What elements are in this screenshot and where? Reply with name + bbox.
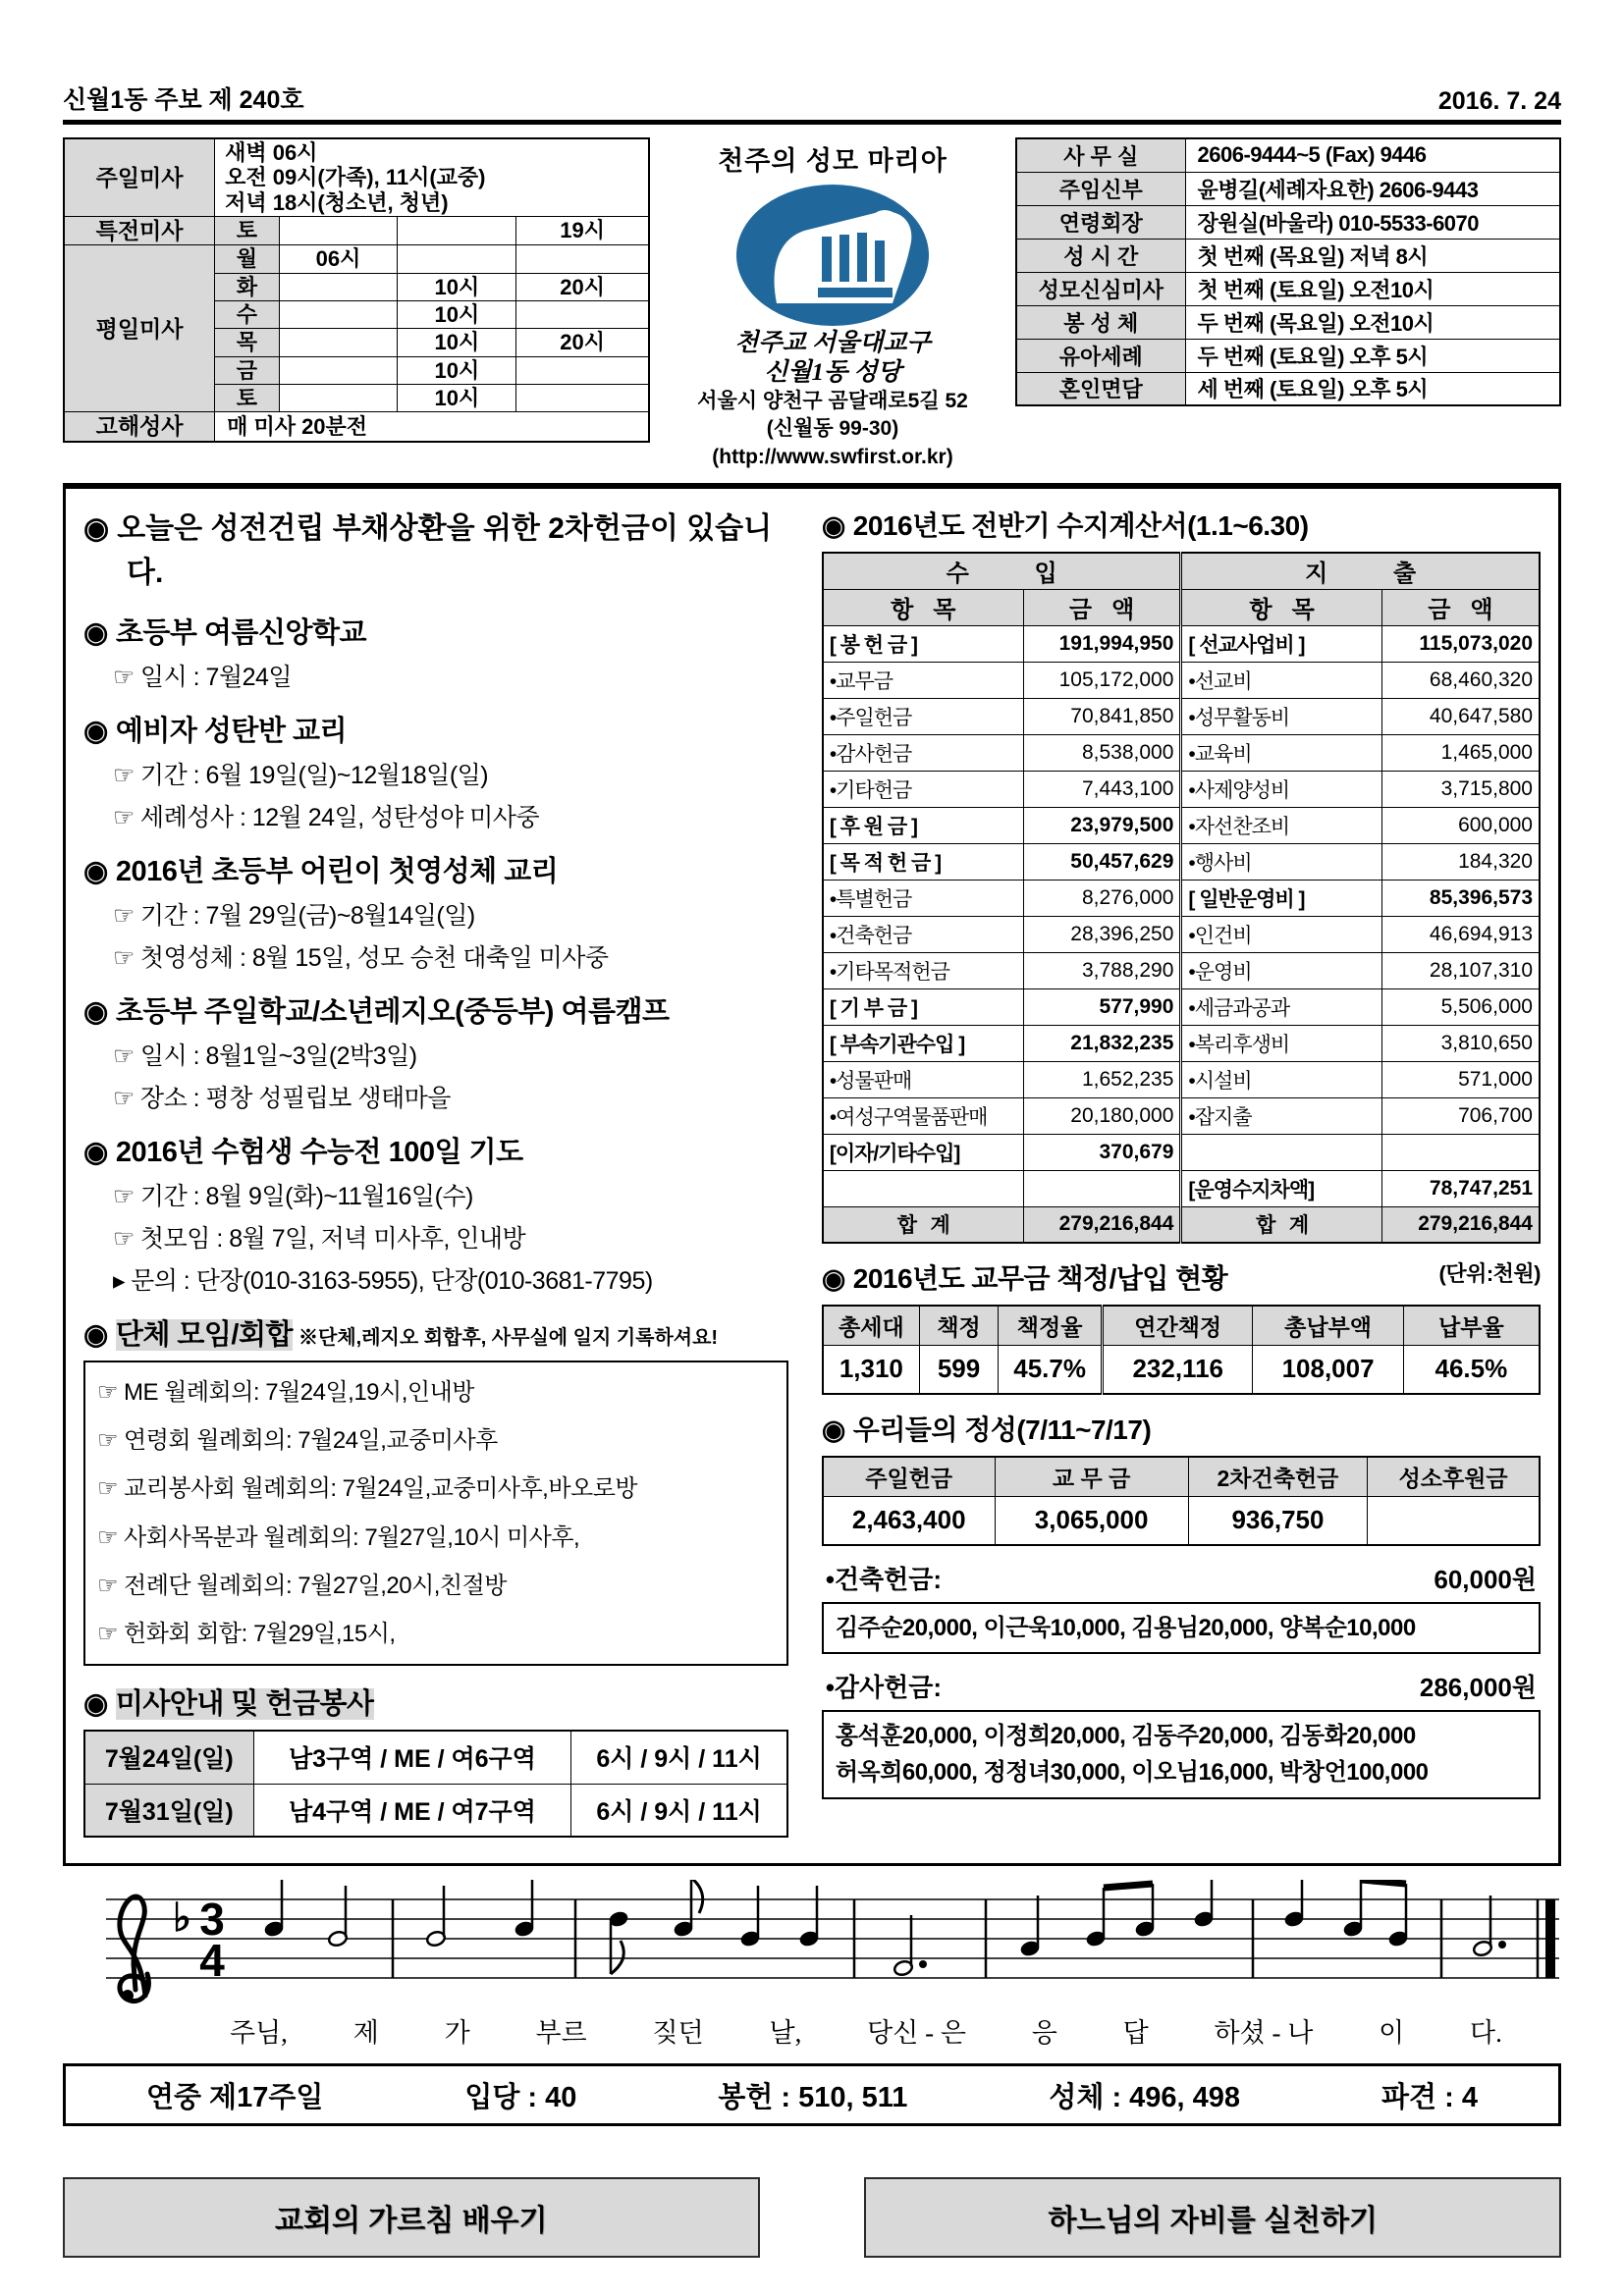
contact-label: 주임신부: [1016, 172, 1185, 205]
finance-row: [823, 1206, 1540, 1243]
income-item: [ 기 부 금 ]: [823, 988, 1023, 1025]
service-times: 6시 / 9시 / 11시: [571, 1731, 787, 1784]
thanks-donor-box: [822, 1710, 1541, 1798]
bullet-icon: ◉: [83, 617, 108, 650]
expense-amount: 78,747,251: [1381, 1170, 1540, 1206]
offering-header-row: 주일헌금 교 무 금 2차건축헌금 성소후원금: [823, 1457, 1540, 1496]
pointing-hand-icon: ☞: [113, 1225, 135, 1254]
finance-column: [822, 505, 1541, 1853]
expense-item: •잡지출: [1181, 1097, 1381, 1134]
income-amount: 105,172,000: [1023, 662, 1181, 698]
bullet-icon: ◉: [83, 1688, 108, 1721]
contact-label: 연령회장: [1016, 205, 1185, 239]
contact-value: 장원실(바울라) 010-5533-6070: [1185, 205, 1560, 239]
finance-header-row: [823, 553, 1540, 589]
lyric-syllable: 이: [1379, 2018, 1405, 2049]
mass-service-table: [83, 1730, 788, 1838]
group-meetings-section: [83, 1312, 788, 1666]
lyric-syllable: 부르: [535, 2018, 587, 2049]
church-address: 서울시 양천구 곰달래로5길 52: [697, 390, 968, 412]
income-amount: 28,396,250: [1023, 916, 1181, 952]
income-amount: 370,679: [1023, 1134, 1181, 1170]
income-amount: 23,979,500: [1023, 807, 1181, 843]
expense-amount: 600,000: [1381, 807, 1540, 843]
pointing-hand-icon: ☞: [97, 1427, 119, 1455]
pointing-hand-icon: ☞: [113, 762, 135, 790]
contact-row: [1016, 372, 1560, 405]
expense-item: •시설비: [1181, 1061, 1381, 1097]
finance-row: [823, 1170, 1540, 1206]
vigil-day: 토: [215, 216, 280, 244]
expense-header: 지 출: [1181, 553, 1540, 589]
finance-row: [823, 952, 1540, 988]
income-item: 합 계: [823, 1206, 1023, 1243]
contact-label: 사 무 실: [1016, 138, 1185, 172]
bullet-icon: ◉: [83, 856, 108, 888]
bullet-icon: ◉: [821, 1415, 845, 1446]
lyric-syllable: 주님,: [230, 2018, 288, 2049]
announcement-text: 오늘은 성전건립 부채상환을 위한 2차헌금이 있습니다.: [117, 512, 773, 590]
finance-row: [823, 1025, 1540, 1061]
income-item: •기타목적헌금: [823, 952, 1023, 988]
pointing-hand-icon: ☞: [113, 1042, 135, 1071]
bottom-banners: [63, 2177, 1561, 2258]
expense-amount: 1,465,000: [1381, 734, 1540, 771]
treble-clef-icon: [120, 1896, 149, 2002]
offering-table: [822, 1456, 1541, 1546]
time-signature-top: 3: [199, 1894, 225, 1946]
mass-guide-section: [83, 1682, 788, 1838]
income-amount: 20,180,000: [1023, 1097, 1181, 1134]
finance-row: [823, 843, 1540, 880]
expense-item: •세금과공과: [1181, 988, 1381, 1025]
time-signature-bottom: 4: [199, 1935, 225, 1987]
bullet-icon: ◉: [83, 716, 108, 748]
lyric-syllable: 짖던: [652, 2018, 704, 2049]
income-item: •기타헌금: [823, 771, 1023, 807]
income-item: [ 부속기관수입 ]: [823, 1025, 1023, 1061]
meeting-text: 사회사목분과 월례회의: 7월27일,10시 미사후,: [124, 1523, 580, 1551]
expense-item: [ 선교사업비 ]: [1181, 625, 1381, 662]
expense-item: [1181, 1134, 1381, 1170]
announcement-detail: 문의 : 단장(010-3163-5955), 단장(010-3681-7795): [131, 1267, 653, 1296]
contact-row: [1016, 305, 1560, 339]
thanks-donation-row: [826, 1668, 1537, 1704]
vigil-mass-row: [64, 216, 649, 244]
confession-label: 고해성사: [64, 412, 215, 442]
announcement-detail: 일시 : 7월24일: [139, 664, 293, 692]
income-item: [이자/기타수입]: [823, 1134, 1023, 1170]
item-col-header: 항 목: [823, 589, 1023, 625]
announcement-catechumen-class: [83, 709, 788, 833]
pointing-hand-icon: ☞: [97, 1523, 119, 1551]
finance-row: [823, 625, 1540, 662]
announcement-detail: 첫모임 : 8월 7일, 저녁 미사후, 인내방: [139, 1225, 526, 1254]
building-donation-amount: 60,000원: [1434, 1565, 1537, 1595]
liturgy-info-bar: [63, 2063, 1561, 2126]
meeting-line: [97, 1562, 775, 1610]
church-address-old: (신월동 99-30): [766, 417, 899, 441]
finance-row: [823, 988, 1540, 1025]
expense-amount: 3,715,800: [1381, 771, 1540, 807]
expense-amount: 40,647,580: [1381, 698, 1540, 734]
expense-amount: 3,810,650: [1381, 1025, 1540, 1061]
bullet-icon: ◉: [83, 996, 108, 1029]
contact-row: [1016, 172, 1560, 205]
sunday-time-3: 저녁 18시(청소년, 청년): [225, 189, 449, 215]
expense-item: •선교비: [1181, 662, 1381, 698]
expense-amount: 46,694,913: [1381, 916, 1540, 952]
church-motto: 천주의 성모 마리아: [718, 146, 947, 176]
sunday-time-2: 오전 09시(가족), 11시(교중): [225, 165, 486, 190]
vigil-time: 19시: [516, 216, 649, 244]
lyric-syllable: 가: [444, 2018, 470, 2049]
page-header: [63, 80, 1561, 125]
contact-row: [1016, 239, 1560, 272]
contact-label: 혼인면담: [1016, 372, 1185, 405]
announcement-detail: 기간 : 7월 29일(금)~8월14일(일): [139, 902, 475, 931]
weekday-row: 금 10시: [64, 356, 649, 384]
contact-label: 봉 성 체: [1016, 305, 1185, 339]
contact-row: [1016, 272, 1560, 305]
pledge-header-row: 총세대 책정 책정율 연간책정 총납부액 납부율: [823, 1306, 1540, 1345]
income-amount: 8,276,000: [1023, 880, 1181, 916]
bullet-icon: ◉: [821, 1263, 845, 1295]
finance-row: [823, 771, 1540, 807]
item-col-header: 항 목: [1181, 589, 1381, 625]
building-donation-label: •건축헌금:: [825, 1565, 943, 1595]
confession-time: 매 미사 20분전: [215, 412, 649, 442]
lyric-syllable: 하셨 - 나: [1214, 2018, 1314, 2049]
service-row: [84, 1731, 787, 1784]
finance-row: [823, 734, 1540, 771]
announcement-title: 2016년 초등부 어린이 첫영성체 교리: [115, 856, 559, 888]
contact-table: [1015, 137, 1561, 406]
offering-value-row: 2,463,400 3,065,000 936,750: [823, 1496, 1540, 1545]
income-amount: 279,216,844: [1023, 1206, 1181, 1243]
expense-item: •복리후생비: [1181, 1025, 1381, 1061]
confession-row: [64, 412, 649, 442]
announcement-detail: 첫영성체 : 8월 15일, 성모 승천 대축일 미사중: [139, 944, 609, 973]
announcement-detail: 기간 : 8월 9일(화)~11월16일(수): [139, 1183, 473, 1211]
lyric-syllable: 답: [1122, 2018, 1149, 2049]
hymn-section: [63, 1880, 1561, 2050]
meeting-line: [97, 1514, 775, 1562]
announcements-column: [83, 505, 788, 1853]
church-logo: [731, 182, 934, 329]
income-amount: 191,994,950: [1023, 625, 1181, 662]
sunday-mass-times: [215, 138, 649, 216]
contact-label: 성모신심미사: [1016, 272, 1185, 305]
meeting-line: [97, 1465, 775, 1513]
announcement-100day-prayer: [83, 1130, 788, 1297]
contact-value: 첫 번째 (목요일) 저녁 8시: [1185, 239, 1560, 272]
income-item: •주일헌금: [823, 698, 1023, 734]
expense-amount: 28,107,310: [1381, 952, 1540, 988]
finance-row: [823, 1097, 1540, 1134]
service-row: [84, 1784, 787, 1837]
lyric-syllable: 응: [1031, 2018, 1057, 2049]
expense-amount: 184,320: [1381, 843, 1540, 880]
expense-item: •사제양성비: [1181, 771, 1381, 807]
finance-row: [823, 698, 1540, 734]
announcement-title: 초등부 여름신앙학교: [115, 617, 366, 650]
finance-row: [823, 807, 1540, 843]
income-item: •특별헌금: [823, 880, 1023, 916]
pointing-hand-icon: ☞: [97, 1379, 119, 1407]
meeting-text: ME 월례회의: 7월24일,19시,인내방: [124, 1379, 474, 1407]
announcement-first-communion: [83, 849, 788, 974]
bullet-icon: ◉: [821, 510, 845, 542]
finance-subheader-row: [823, 589, 1540, 625]
vigil-mass-label: 특전미사: [64, 216, 215, 244]
expense-amount: 571,000: [1381, 1061, 1540, 1097]
contact-label: 유아세례: [1016, 339, 1185, 372]
announcement-title: 초등부 주일학교/소년레지오(중등부) 여름캠프: [115, 996, 670, 1029]
announcement-title: 예비자 성탄반 교리: [115, 716, 348, 748]
announcement-detail: 세례성사 : 12월 24일, 성탄성야 미사중: [139, 804, 540, 832]
thanks-donor-names: 허옥희60,000, 정정녀30,000, 이오님16,000, 박창언100,000: [835, 1759, 1429, 1787]
liturgy-info-item: 파견 : 4: [1381, 2081, 1478, 2113]
announcement-title: 2016년 수험생 수능전 100일 기도: [115, 1137, 523, 1169]
sunday-time-1: 새벽 06시: [225, 140, 318, 165]
bullet-icon: ◉: [83, 1137, 108, 1169]
weekday-row: 목 10시 20시: [64, 329, 649, 356]
hymn-lyrics: [63, 2011, 1561, 2050]
announcement-detail: 장소 : 평창 성필립보 생태마을: [139, 1085, 451, 1113]
amount-col-header: 금 액: [1381, 589, 1540, 625]
main-content-box: [63, 483, 1561, 1866]
income-amount: 1,652,235: [1023, 1061, 1181, 1097]
contact-value: 세 번째 (토요일) 오후 5시: [1185, 372, 1560, 405]
expense-amount: [1381, 1134, 1540, 1170]
flat-sign: ♭: [173, 1896, 191, 1941]
pointing-hand-icon: ☞: [113, 804, 135, 832]
contact-value: 첫 번째 (토요일) 오전10시: [1185, 272, 1560, 305]
meeting-text: 헌화회 회합: 7월29일,15시,: [124, 1620, 396, 1647]
pointing-hand-icon: ☞: [97, 1475, 119, 1503]
bullet-icon: ◉: [83, 512, 110, 546]
income-item: [ 목 적 헌 금 ]: [823, 843, 1023, 880]
meeting-line: [97, 1368, 775, 1416]
pledge-title: (단위:천원) ◉ 2016년도 교무금 책정/납입 현황: [822, 1257, 1541, 1297]
income-item: •감사헌금: [823, 734, 1023, 771]
finance-row: [823, 662, 1540, 698]
income-amount: 3,788,290: [1023, 952, 1181, 988]
income-item: •건축헌금: [823, 916, 1023, 952]
finance-title: ◉ 2016년도 전반기 수지계산서(1.1~6.30): [821, 510, 1309, 542]
weekday-row: 평일미사 월 06시: [64, 245, 649, 273]
triangle-bullet-icon: ▸: [113, 1267, 126, 1296]
bulletin-date: 2016. 7. 24: [1437, 87, 1561, 115]
expense-amount: 115,073,020: [1381, 625, 1540, 662]
bulletin-title: 신월1동 주보 제 240호: [63, 86, 304, 114]
expense-item: •교육비: [1181, 734, 1381, 771]
expense-item: •성무활동비: [1181, 698, 1381, 734]
service-date: 7월24일(일): [84, 1731, 253, 1784]
group-meetings-box: [83, 1361, 788, 1666]
music-staff: [63, 1880, 1559, 2009]
thanks-donation-label: •감사헌금:: [825, 1673, 943, 1703]
top-section: [63, 137, 1561, 471]
pointing-hand-icon: ☞: [113, 664, 135, 692]
expense-amount: 706,700: [1381, 1097, 1540, 1134]
expense-item: [운영수지차액]: [1181, 1170, 1381, 1206]
building-donor-box: [822, 1602, 1541, 1654]
income-amount: 21,832,235: [1023, 1025, 1181, 1061]
expense-amount: 5,506,000: [1381, 988, 1540, 1025]
income-item: •여성구역물품판매: [823, 1097, 1023, 1134]
finance-row: [823, 1134, 1540, 1170]
expense-item: •행사비: [1181, 843, 1381, 880]
pointing-hand-icon: ☞: [113, 944, 135, 973]
lyric-syllable: 날,: [769, 2018, 802, 2049]
income-amount: 577,990: [1023, 988, 1181, 1025]
announcement-detail: 일시 : 8월1일~3일(2박3일): [139, 1042, 417, 1071]
sunday-mass-row: [64, 138, 649, 216]
building-donor-names: 김주순20,000, 이근욱10,000, 김용님20,000, 양복순10,000: [835, 1615, 1416, 1642]
income-amount: 70,841,850: [1023, 698, 1181, 734]
weekday-mass-label: 평일미사: [64, 245, 215, 412]
announcement-summer-camp: [83, 989, 788, 1114]
service-groups: 남4구역 / ME / 여7구역: [253, 1784, 571, 1837]
income-amount: 7,443,100: [1023, 771, 1181, 807]
expense-item: 합 계: [1181, 1206, 1381, 1243]
offering-title: ◉ 우리들의 정성(7/11~7/17): [821, 1415, 1152, 1446]
calligraphy-line-1: 천주교 서울대교구: [734, 330, 931, 356]
income-amount: 8,538,000: [1023, 734, 1181, 771]
income-item: [ 후 원 금 ]: [823, 807, 1023, 843]
amount-col-header: 금 액: [1023, 589, 1181, 625]
weekday-row: 화 10시 20시: [64, 273, 649, 300]
meeting-line: [97, 1416, 775, 1465]
finance-table: [822, 552, 1541, 1244]
pledge-value-row: 1,310 599 45.7% 232,116 108,007 46.5%: [823, 1345, 1540, 1394]
group-meetings-title: 단체 모임/회합: [115, 1319, 294, 1352]
announcement-second-collection: [83, 507, 788, 595]
expense-item: •인건비: [1181, 916, 1381, 952]
pledge-unit: (단위:천원): [1438, 1261, 1541, 1287]
group-meetings-note: ※단체,레지오 회합후, 사무실에 일지 기록하셔요!: [298, 1327, 719, 1350]
finance-row: [823, 1061, 1540, 1097]
contact-row: [1016, 339, 1560, 372]
thanks-donor-names: 홍석훈20,000, 이정희20,000, 김동주20,000, 김동화20,000: [835, 1723, 1416, 1750]
expense-item: [ 일반운영비 ]: [1181, 880, 1381, 916]
income-item: [ 봉 헌 금 ]: [823, 625, 1023, 662]
liturgy-info-item: 연중 제17주일: [145, 2081, 324, 2113]
contact-row: [1016, 205, 1560, 239]
income-header: 수 입: [823, 553, 1181, 589]
liturgy-info-item: 입당 : 40: [464, 2081, 577, 2113]
expense-item: •자선찬조비: [1181, 807, 1381, 843]
service-date: 7월31일(일): [84, 1784, 253, 1837]
income-item: [823, 1170, 1023, 1206]
finance-row: [823, 916, 1540, 952]
calligraphy-line-2: 신월1동 성당: [764, 359, 901, 386]
income-amount: 50,457,629: [1023, 843, 1181, 880]
contact-value: 2606-9444~5 (Fax) 9446: [1185, 138, 1560, 172]
expense-amount: 279,216,844: [1381, 1206, 1540, 1243]
weekday-row: 수 10시: [64, 300, 649, 328]
banner-church-teaching: 교회의 가르침 배우기: [63, 2177, 760, 2258]
mass-guide-title: 미사안내 및 헌금봉사: [115, 1688, 374, 1721]
pointing-hand-icon: ☞: [113, 902, 135, 931]
thanks-donation-amount: 286,000원: [1419, 1673, 1537, 1703]
church-website: (http://www.swfirst.or.kr): [712, 445, 953, 468]
expense-amount: 68,460,320: [1381, 662, 1540, 698]
expense-amount: 85,396,573: [1381, 880, 1540, 916]
liturgy-info-item: 성체 : 496, 498: [1049, 2081, 1241, 2113]
liturgy-info-item: 봉헌 : 510, 511: [718, 2081, 908, 2113]
mass-schedule-table: [63, 137, 650, 443]
finance-row: [823, 880, 1540, 916]
pledge-table: [822, 1305, 1541, 1395]
expense-item: •운영비: [1181, 952, 1381, 988]
bullet-icon: ◉: [83, 1319, 108, 1352]
contact-row: [1016, 138, 1560, 172]
meeting-line: [97, 1610, 775, 1658]
service-times: 6시 / 9시 / 11시: [571, 1784, 787, 1837]
pointing-hand-icon: ☞: [97, 1572, 119, 1599]
income-item: •교무금: [823, 662, 1023, 698]
announcement-detail: 기간 : 6월 19일(일)~12월18일(일): [139, 762, 489, 790]
notes: [263, 1880, 1555, 1978]
meeting-text: 전례단 월례회의: 7월27일,20시,친절방: [124, 1572, 507, 1599]
banner-gods-mercy: 하느님의 자비를 실천하기: [864, 2177, 1561, 2258]
contact-value: 두 번째 (목요일) 오전10시: [1185, 305, 1560, 339]
pointing-hand-icon: ☞: [113, 1085, 135, 1113]
sunday-mass-label: 주일미사: [64, 138, 215, 216]
contact-label: 성 시 간: [1016, 239, 1185, 272]
meeting-text: 연령회 월례회의: 7월24일,교중미사후: [124, 1427, 498, 1455]
lyric-syllable: 다.: [1470, 2018, 1502, 2049]
meeting-text: 교리봉사회 월례회의: 7월24일,교중미사후,바오로방: [124, 1475, 638, 1503]
weekday-row: 토 10시: [64, 384, 649, 411]
pointing-hand-icon: ☞: [113, 1183, 135, 1211]
income-amount: [1023, 1170, 1181, 1206]
announcement-summer-school: [83, 611, 788, 693]
building-donation-row: [826, 1560, 1537, 1596]
service-groups: 남3구역 / ME / 여6구역: [253, 1731, 571, 1784]
contact-value: 윤병길(세례자요한) 2606-9443: [1185, 172, 1560, 205]
lyric-syllable: 제: [352, 2018, 379, 2049]
contact-value: 두 번째 (토요일) 오후 5시: [1185, 339, 1560, 372]
income-item: •성물판매: [823, 1061, 1023, 1097]
pointing-hand-icon: ☞: [97, 1620, 119, 1647]
lyric-syllable: 당신 - 은: [867, 2018, 966, 2049]
church-identity: [663, 137, 1002, 471]
